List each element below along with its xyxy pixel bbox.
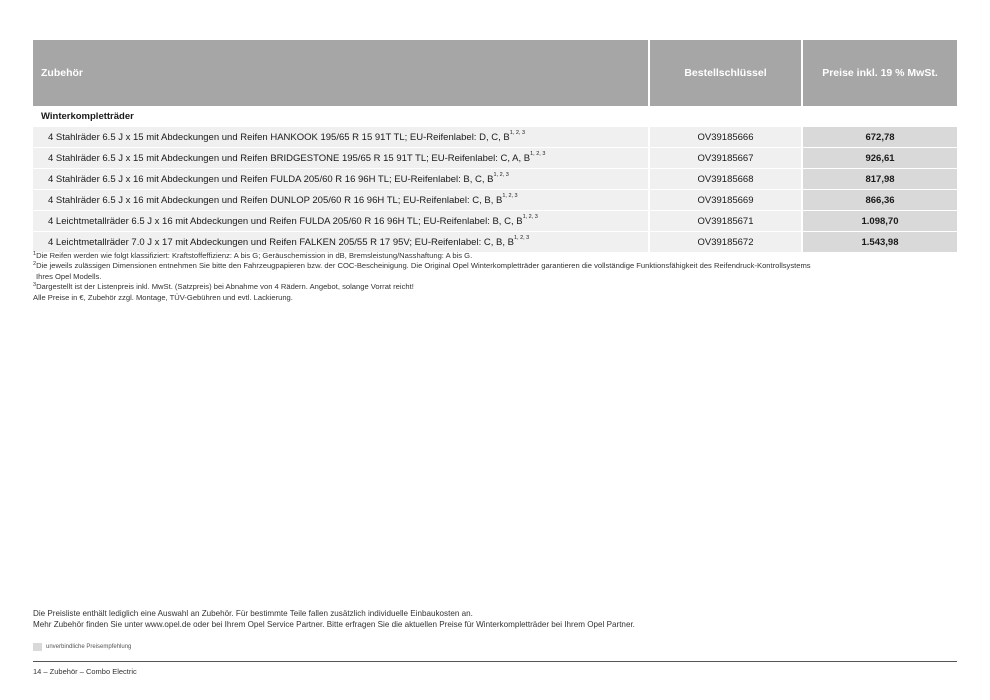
row-description: 4 Leichtmetallräder 6.5 J x 16 mit Abdeckungen und Reifen FULDA 205/60 R 16 96H TL; EU-Reifenlabel: B, C, B$^{1, 2, 3}$: [33, 211, 649, 232]
row-description: 4 Stahlräder 6.5 J x 16 mit Abdeckungen und Reifen FULDA 205/60 R 16 96H TL; EU-Reifenlabel: B, C, B$^{1, 2, 3}$: [33, 169, 649, 190]
row-price: 866,36: [802, 190, 957, 211]
table-row: [33, 211, 957, 232]
row-description: 4 Stahlräder 6.5 J x 15 mit Abdeckungen und Reifen HANKOOK 195/65 R 15 91T TL; EU-Reifenlabel: D, C, B$^{1, 2, 3}$: [33, 127, 649, 148]
row-order-code: OV39185669: [649, 190, 802, 211]
footnote-3: $^3$Dargestellt ist der Listenpreis inkl. MwSt. (Satzpreis) bei Abnahme von 4 Rädern. Angebot, solange Vorrat reicht!: [33, 282, 414, 292]
table-row: [33, 127, 957, 148]
table-row: [33, 190, 957, 211]
row-description: 4 Leichtmetallräder 7.0 J x 17 mit Abdeckungen und Reifen FALKEN 205/55 R 17 95V; EU-Reifenlabel: C, B, B$^{1, 2, 3}$: [33, 232, 649, 253]
row-order-code: OV39185666: [649, 127, 802, 148]
row-description: 4 Stahlräder 6.5 J x 16 mit Abdeckungen und Reifen DUNLOP 205/60 R 16 96H TL; EU-Reifenlabel: C, B, B$^{1, 2, 3}$: [33, 190, 649, 211]
footnote-2-continued: Ihres Opel Modells.: [36, 271, 102, 281]
accessory-price-table: [33, 40, 957, 253]
legend-label: unverbindliche Preisempfehlung: [46, 644, 132, 650]
header-accessory: Zubehör: [33, 40, 649, 106]
note-line-2: Mehr Zubehör finden Sie unter www.opel.de oder bei Ihrem Opel Service Partner. Bitte erfragen Sie die aktuellen Preise für Winterkompletträder bei Ihrem Opel Partner.: [33, 620, 635, 629]
table-row: [33, 232, 957, 253]
price-legend: [33, 643, 131, 651]
footnote-2: $^2$Die jeweils zulässigen Dimensionen entnehmen Sie bitte den Fahrzeugpapieren bzw. der COC-Bescheinigung. Die Original Opel Winterkompletträder garantieren die vollständige Funktionsfähigkeit des Reifendruck-Kontrollsystems: [33, 261, 811, 271]
row-order-code: OV39185671: [649, 211, 802, 232]
section-title: Winterkompletträder: [33, 106, 957, 127]
price-list-note: [33, 608, 933, 630]
footnote-refs: 1, 2, 3: [530, 150, 546, 157]
footnote-refs: 1, 2, 3: [522, 213, 538, 220]
row-order-code: OV39185668: [649, 169, 802, 190]
footnote-refs: 1, 2, 3: [509, 129, 526, 136]
table-row: [33, 148, 957, 169]
note-line-1: Die Preisliste enthält lediglich eine Auswahl an Zubehör. Für bestimmte Teile fallen zusätzlich individuelle Einbaukosten an.: [33, 609, 473, 618]
footnote-refs: 1, 2, 3: [502, 192, 518, 199]
footer-divider: [33, 661, 957, 662]
table-row: [33, 169, 957, 190]
row-price: 817,98: [802, 169, 957, 190]
row-price: 672,78: [802, 127, 957, 148]
header-price: Preise inkl. 19 % MwSt.: [802, 40, 957, 106]
table-header-row: [33, 40, 957, 106]
row-order-code: OV39185672: [649, 232, 802, 253]
footnote-1: $^1$Die Reifen werden wie folgt klassifiziert: Kraftstoffeffizienz: A bis G; Geräuschemission in dB, Bremsleistung/Nasshaftung: A bis G.: [33, 251, 473, 260]
section-row: [33, 106, 957, 127]
all-prices-note: Alle Preise in €, Zubehör zzgl. Montage, TÜV-Gebühren und evtl. Lackierung.: [33, 292, 293, 302]
row-price: 1.543,98: [802, 232, 957, 253]
footnote-refs: 1, 2, 3: [493, 171, 509, 178]
row-description: 4 Stahlräder 6.5 J x 15 mit Abdeckungen und Reifen BRIDGESTONE 195/65 R 15 91T TL; EU-Reifenlabel: C, A, B$^{1, 2, 3}$: [33, 148, 649, 169]
footnotes: [33, 251, 963, 303]
row-price: 1.098,70: [802, 211, 957, 232]
legend-swatch: [33, 643, 42, 651]
page-footer: 14 – Zubehör – Combo Electric: [33, 667, 137, 676]
header-order-key: Bestellschlüssel: [649, 40, 802, 106]
row-order-code: OV39185667: [649, 148, 802, 169]
row-price: 926,61: [802, 148, 957, 169]
footnote-refs: 1, 2, 3: [513, 234, 530, 241]
